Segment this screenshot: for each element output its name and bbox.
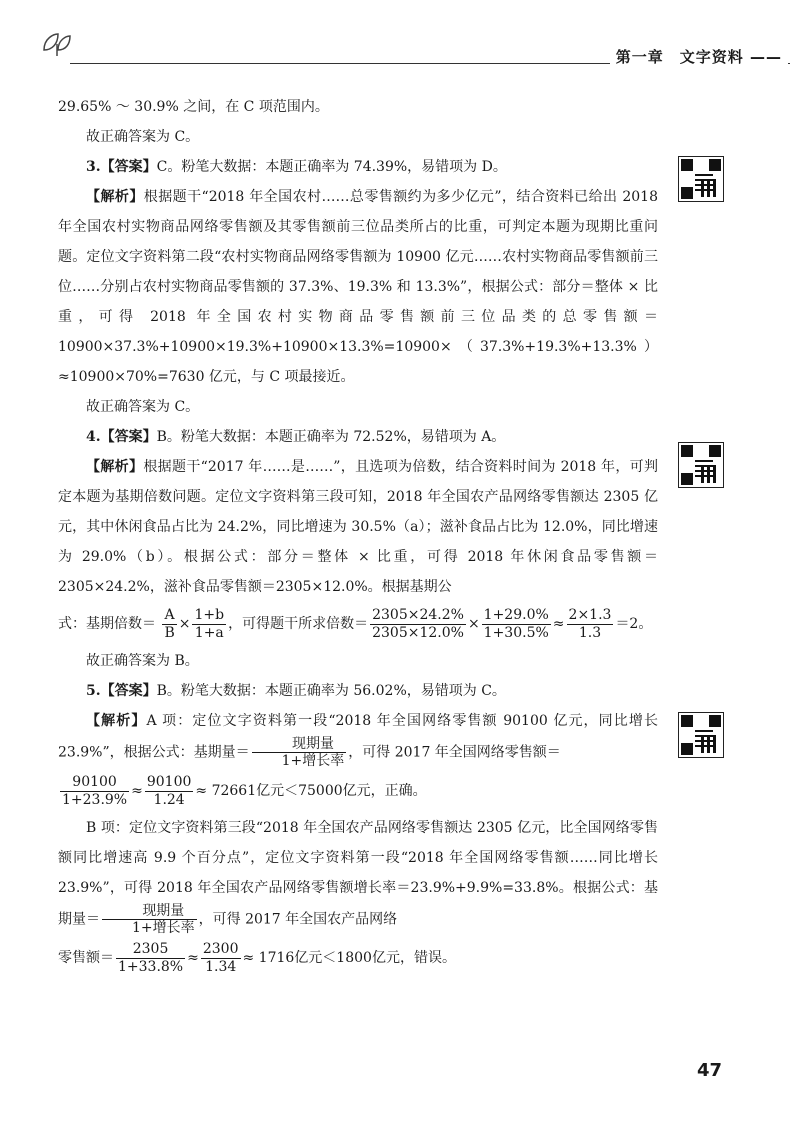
numerator: A	[162, 607, 176, 625]
formula-text: ≈ 1716亿元＜1800亿元，错误。	[242, 950, 456, 966]
operator: ≈	[131, 783, 143, 799]
denominator: 1+33.8%	[118, 958, 184, 975]
formula-text: ＝2。	[615, 616, 653, 632]
analysis-tag: 【解析】	[86, 459, 144, 475]
analysis-text: ，可得 2017 年全国网络零售额＝	[348, 744, 561, 761]
operator: ≈	[187, 950, 199, 966]
fraction	[162, 607, 176, 642]
analysis-text: B 项：定位文字资料第三段“2018 年全国农产品网络零售额达 2305 亿元，比全国网络零售额同比增速高 9.9 个百分点”，定位文字资料第一段“2018 年全国网络零售额……同比增长 23.9%”，可得 2018 年全国农产品网络零售额增长率＝23.9%+9.9%=33.8%。根据公式：基期量＝	[58, 820, 658, 928]
leaf-logo-icon	[40, 30, 74, 58]
answer-text: B。粉笔大数据：本题正确率为 56.02%，易错项为 C。	[156, 683, 506, 699]
numerator: 1+29.0%	[483, 606, 549, 623]
analysis-q5-a	[58, 706, 658, 769]
conclusion: 故正确答案为 B。	[86, 653, 199, 669]
numerator: 2305	[116, 941, 185, 959]
numerator: 2300	[202, 940, 239, 957]
fraction	[370, 607, 466, 642]
fraction	[252, 736, 347, 769]
analysis-tag: 【解析】	[86, 713, 147, 729]
numerator: 现期量	[102, 903, 197, 920]
fraction	[192, 607, 226, 642]
fraction	[482, 607, 551, 642]
numerator: 2×1.3	[568, 606, 612, 623]
formula-text: 式：基期倍数＝	[58, 616, 156, 632]
answer-q3	[58, 152, 658, 182]
qr-code-icon[interactable]	[678, 156, 724, 202]
fraction	[60, 774, 129, 809]
analysis-text: 根据题干“2017 年……是……”，且选项为倍数，结合资料时间为 2018 年，可判定本题为基期倍数问题。定位文字资料第三段可知，2018 年全国农产品网络零售额达 2305 亿元，其中休闲食品占比为 24.2%，同比增速为 30.5%（a）；滋补食品占比为 12.0%，同比增速为 29.0%（b）。根据公式：部分＝整体 × 比重，可得 2018 年休闲食品零售额＝2305×24.2%，滋补食品零售额＝2305×12.0%。根据基期公	[58, 459, 659, 595]
fraction	[201, 941, 241, 976]
formula-text: 零售额＝	[58, 950, 114, 966]
numerator: 现期量	[252, 736, 347, 753]
analysis-text: 根据题干“2018 年全国农村……总零售额约为多少亿元”，结合资料已给出 2018 年全国农村实物商品网络零售额及其零售额前三位品类所占的比重，可判定本题为现期比重问题。定位文字资料第二段“农村实物商品网络零售额为 10900 亿元……农村实物商品零售额前三位……分别占农村实物商品零售额的 37.3%、19.3% 和 13.3%”，根据公式：部分＝整体 × 比重，可得 2018 年全国农村实物商品零售额前三位品类的总零售额＝10900×37.3%+10900×19.3%+10900×13.3%=10900×（37.3%+19.3%+13.3%）≈10900×70%=7630 亿元，与 C 项最接近。	[58, 189, 658, 385]
numerator: 1+b	[194, 606, 225, 623]
formula-q5-b	[58, 936, 658, 980]
analysis-q5-b	[58, 813, 658, 936]
page-content	[58, 92, 658, 980]
formula-text: ≈ 72661亿元＜75000亿元，正确。	[195, 783, 427, 799]
answer-tag: 5.【答案】	[86, 683, 157, 699]
denominator: 1+30.5%	[483, 624, 549, 641]
denominator: 1+增长率	[281, 753, 345, 769]
formula-q5-a	[58, 769, 658, 813]
answer-q5	[58, 676, 658, 706]
text-line: 29.65% ～ 30.9% 之间，在 C 项范围内。	[58, 99, 329, 115]
analysis-tag: 【解析】	[86, 189, 144, 205]
qr-code-icon[interactable]	[678, 712, 724, 758]
operator: ×	[467, 616, 480, 632]
denominator: 1+增长率	[132, 920, 195, 936]
denominator: 2305×12.0%	[372, 624, 464, 641]
chapter-title: 第一章 文字资料 ——	[610, 46, 788, 67]
numerator: 2305×24.2%	[372, 606, 464, 623]
fraction	[116, 941, 185, 976]
answer-q4	[58, 422, 658, 452]
denominator: 1+a	[194, 624, 224, 641]
page-header	[0, 0, 800, 70]
conclusion: 故正确答案为 C。	[86, 129, 200, 145]
answer-text: B。粉笔大数据：本题正确率为 72.52%，易错项为 A。	[156, 429, 506, 445]
qr-code-icon[interactable]	[678, 442, 724, 488]
answer-text: C。粉笔大数据：本题正确率为 74.39%，易错项为 D。	[156, 159, 507, 175]
formula-text: ，可得题干所求倍数＝	[228, 616, 369, 632]
fraction	[102, 903, 197, 936]
analysis-q3	[58, 182, 658, 392]
denominator: 1.24	[153, 791, 185, 808]
denominator: 1.34	[205, 958, 237, 975]
answer-tag: 4.【答案】	[86, 429, 157, 445]
operator: ×	[178, 616, 191, 632]
analysis-text: ，可得 2017 年全国农产品网络	[198, 911, 398, 928]
formula-q4	[58, 602, 658, 646]
fraction	[567, 607, 614, 642]
answer-tag: 3.【答案】	[86, 159, 157, 175]
fraction	[145, 774, 194, 809]
page-number: 47	[696, 1060, 722, 1081]
operator: ≈	[552, 616, 565, 632]
numerator: 90100	[60, 774, 129, 792]
denominator: B	[164, 624, 175, 641]
analysis-q4	[58, 452, 658, 602]
denominator: 1+23.9%	[62, 791, 128, 808]
numerator: 90100	[146, 773, 192, 790]
conclusion: 故正确答案为 C。	[86, 399, 200, 415]
analysis-text: A 项：定位文字资料第一段“2018 年全国网络零售额 90100 亿元，同比增长 23.9%”，根据公式：基期量＝	[58, 713, 659, 761]
denominator: 1.3	[578, 624, 602, 641]
